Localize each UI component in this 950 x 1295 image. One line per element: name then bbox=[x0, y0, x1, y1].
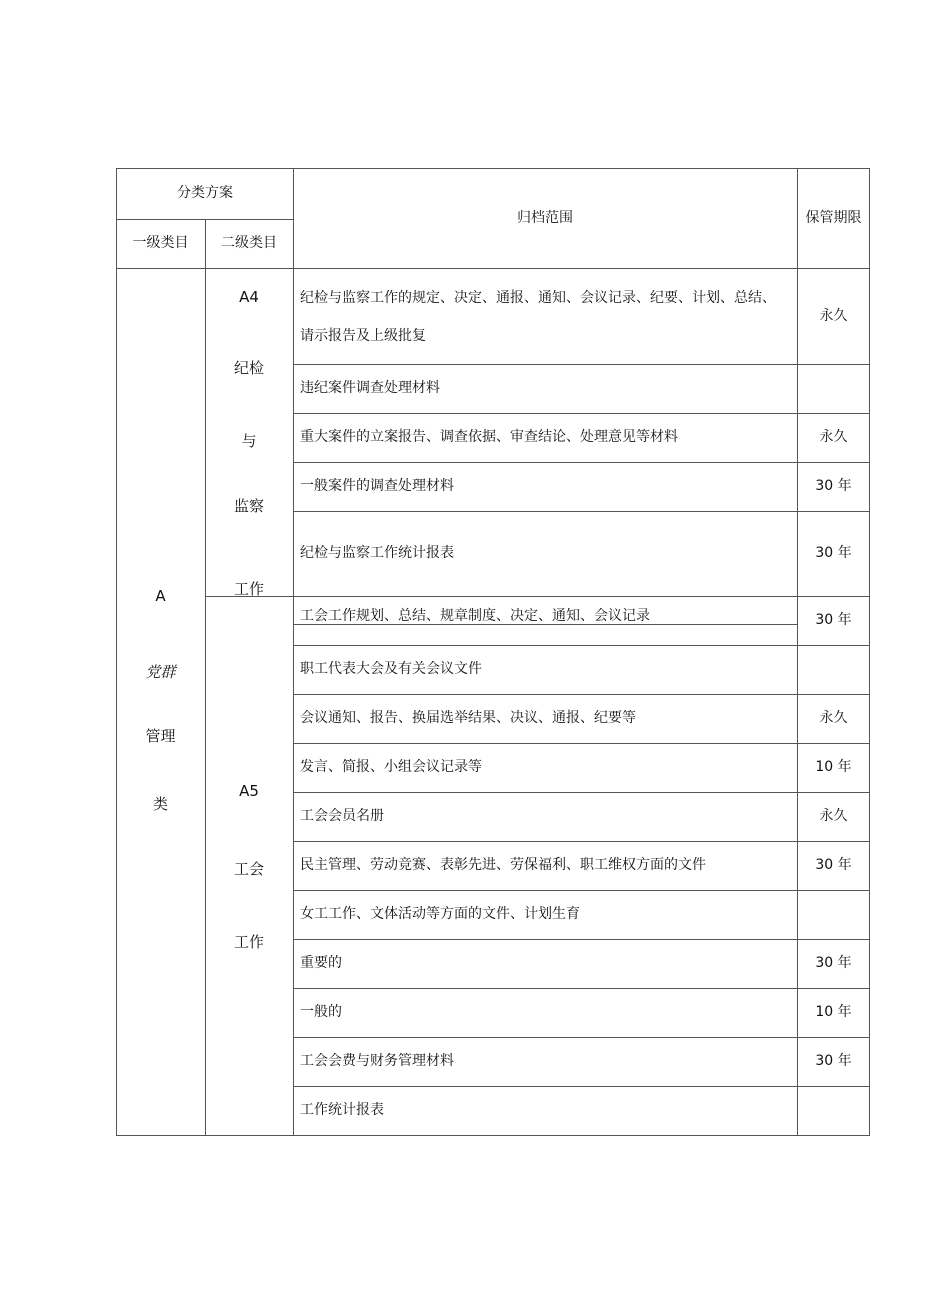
scope-cell: 工作统计报表 bbox=[300, 1102, 384, 1119]
period-cell: 10 年 bbox=[815, 759, 852, 776]
level1-code: A bbox=[155, 587, 166, 605]
scope-cell: 纪检与监察工作统计报表 bbox=[300, 545, 454, 562]
scope-cell: 一般案件的调查处理材料 bbox=[300, 478, 454, 495]
scope-cell: 民主管理、劳动竞赛、表彰先进、劳保福利、职工维权方面的文件 bbox=[300, 857, 706, 874]
archive-classification-table bbox=[116, 168, 870, 1136]
scope-cell: 会议通知、报告、换届选举结果、决议、通报、纪要等 bbox=[300, 710, 636, 727]
scope-cell: 一般的 bbox=[300, 1004, 342, 1021]
table-border-bottom bbox=[116, 1135, 870, 1136]
scope-cell: 职工代表大会及有关会议文件 bbox=[300, 661, 482, 678]
scope-cell: 纪检与监察工作的规定、决定、通报、通知、会议记录、纪要、计划、总结、请示报告及上级批复 bbox=[300, 290, 776, 344]
scope-cell: 重大案件的立案报告、调查依据、审查结论、处理意见等材料 bbox=[300, 429, 678, 446]
header-level2: 二级类目 bbox=[221, 235, 277, 252]
period-cell: 永久 bbox=[819, 710, 848, 727]
period-cell bbox=[797, 364, 870, 413]
period-cell: 30 年 bbox=[815, 1053, 852, 1070]
period-cell: 10 年 bbox=[815, 1004, 852, 1021]
scope-cell: 女工工作、文体活动等方面的文件、计划生育 bbox=[300, 906, 580, 923]
a4-name-line3: 监察 bbox=[233, 497, 264, 515]
header-level1: 一级类目 bbox=[132, 235, 189, 252]
scope-cell: 重要的 bbox=[300, 955, 342, 972]
period-cell: 30 年 bbox=[815, 612, 852, 629]
a4-name-line1: 纪检 bbox=[233, 359, 264, 377]
scope-cell: 工会会员名册 bbox=[300, 808, 384, 825]
a4-code: A4 bbox=[239, 288, 259, 306]
scope-cell: 工会工作规划、总结、规章制度、决定、通知、会议记录 bbox=[300, 607, 650, 624]
level1-name-line2: 管理 bbox=[145, 727, 176, 745]
period-cell: 永久 bbox=[819, 808, 848, 825]
level1-name-line1: 党群 bbox=[145, 663, 176, 681]
a4-name-line4: 工作 bbox=[233, 580, 264, 598]
scope-cell: 发言、简报、小组会议记录等 bbox=[300, 759, 482, 776]
period-cell bbox=[797, 645, 870, 694]
period-cell: 永久 bbox=[819, 429, 848, 446]
period-cell bbox=[797, 1086, 870, 1135]
header-classification-scheme: 分类方案 bbox=[177, 185, 233, 202]
period-cell bbox=[797, 890, 870, 939]
period-cell: 永久 bbox=[819, 307, 848, 324]
a5-code: A5 bbox=[239, 782, 259, 800]
header-retention-period: 保管期限 bbox=[805, 209, 862, 226]
a4-name-line2: 与 bbox=[241, 432, 257, 450]
scope-cell: 工会会费与财务管理材料 bbox=[300, 1053, 454, 1070]
header-archive-scope: 归档范围 bbox=[517, 209, 573, 226]
period-cell: 30 年 bbox=[815, 857, 852, 874]
a5-name-line2: 工作 bbox=[233, 933, 264, 951]
table-border-left bbox=[116, 168, 117, 1136]
period-cell: 30 年 bbox=[815, 955, 852, 972]
a5-name-line1: 工会 bbox=[233, 860, 264, 878]
period-cell: 30 年 bbox=[815, 478, 852, 495]
scope-cell: 违纪案件调查处理材料 bbox=[300, 380, 440, 397]
level1-name-line3: 类 bbox=[152, 795, 168, 813]
period-cell: 30 年 bbox=[815, 545, 852, 562]
